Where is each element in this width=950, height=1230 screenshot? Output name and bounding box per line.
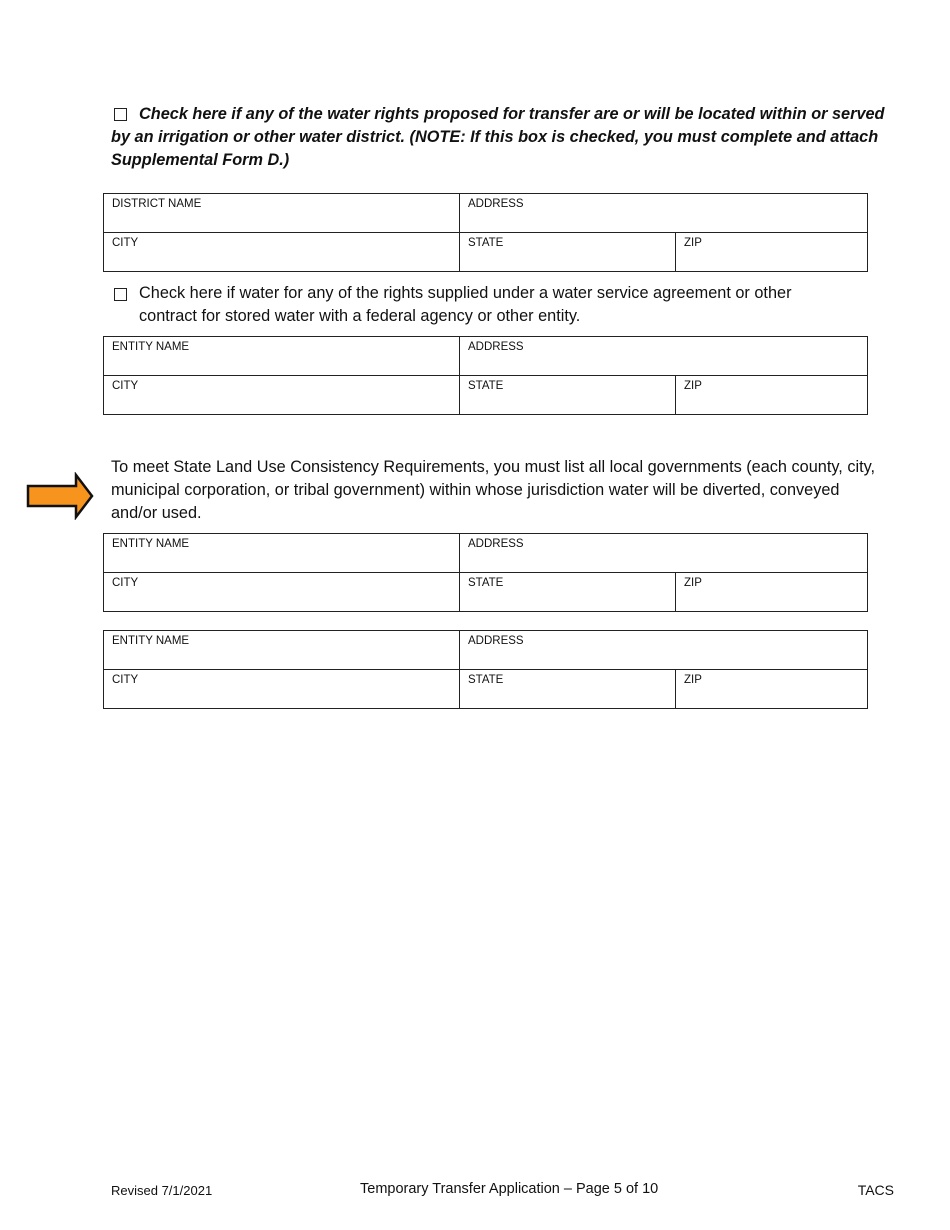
contract-city-label: CITY — [112, 380, 139, 392]
arrow-right-icon — [26, 472, 96, 520]
land-use-2-zip-label: ZIP — [684, 674, 702, 686]
district-checkbox-text: Check here if any of the water rights proposed for transfer are or will be located within or served by an irrigation or other water district. (NOTE: If this box is checked, you must complete and attach Supplemental Form D.) — [111, 105, 885, 169]
contract-zip-label: ZIP — [684, 380, 702, 392]
contract-entity-name-label: ENTITY NAME — [112, 341, 190, 353]
land-use-2-entity-name-label: ENTITY NAME — [112, 635, 190, 647]
land-use-2-state-field[interactable] — [460, 670, 676, 709]
land-use-1-state-field[interactable] — [460, 573, 676, 612]
district-state-field[interactable] — [460, 233, 676, 272]
contract-checkbox[interactable] — [114, 288, 127, 301]
land-use-1-address-field[interactable] — [460, 534, 868, 573]
district-zip-field[interactable] — [676, 233, 868, 272]
land-use-table-2 — [103, 630, 868, 709]
land-use-1-state-label: STATE — [468, 577, 504, 589]
contract-entity-name-field[interactable] — [104, 337, 460, 376]
land-use-2-entity-name-field[interactable] — [104, 631, 460, 670]
land-use-table-1 — [103, 533, 868, 612]
land-use-2-zip-field[interactable] — [676, 670, 868, 709]
contract-table — [103, 336, 868, 415]
land-use-2-city-field[interactable] — [104, 670, 460, 709]
land-use-1-city-field[interactable] — [104, 573, 460, 612]
land-use-1-address-label: ADDRESS — [468, 538, 524, 550]
contract-city-field[interactable] — [104, 376, 460, 415]
district-table — [103, 193, 868, 272]
land-use-1-zip-field[interactable] — [676, 573, 868, 612]
land-use-1-city-label: CITY — [112, 577, 139, 589]
district-name-field[interactable] — [104, 194, 460, 233]
district-zip-label: ZIP — [684, 237, 702, 249]
footer-revised-date: Revised 7/1/2021 — [111, 1183, 213, 1198]
contract-state-field[interactable] — [460, 376, 676, 415]
contract-checkbox-text: Check here if water for any of the rights supplied under a water service agreement or other contract for stored water with a federal agency or other entity. — [139, 284, 792, 325]
contract-address-label: ADDRESS — [468, 341, 524, 353]
land-use-1-zip-label: ZIP — [684, 577, 702, 589]
district-address-field[interactable] — [460, 194, 868, 233]
district-state-label: STATE — [468, 237, 504, 249]
contract-address-field[interactable] — [460, 337, 868, 376]
footer-page-title: Temporary Transfer Application – Page 5 of 10 — [360, 1181, 659, 1197]
contract-zip-field[interactable] — [676, 376, 868, 415]
district-address-label: ADDRESS — [468, 198, 524, 210]
land-use-2-address-field[interactable] — [460, 631, 868, 670]
land-use-2-address-label: ADDRESS — [468, 635, 524, 647]
land-use-2-city-label: CITY — [112, 674, 139, 686]
land-use-1-entity-name-label: ENTITY NAME — [112, 538, 190, 550]
footer-form-code: TACS — [857, 1182, 894, 1198]
land-use-2-state-label: STATE — [468, 674, 504, 686]
contract-state-label: STATE — [468, 380, 504, 392]
district-name-label: DISTRICT NAME — [112, 198, 202, 210]
district-city-label: CITY — [112, 237, 139, 249]
district-city-field[interactable] — [104, 233, 460, 272]
land-use-instruction: To meet State Land Use Consistency Requirements, you must list all local governments (each county, city, municipal corporation, or tribal government) within whose jurisdiction water will be diverted, conveyed and/or used. — [111, 458, 876, 522]
land-use-1-entity-name-field[interactable] — [104, 534, 460, 573]
